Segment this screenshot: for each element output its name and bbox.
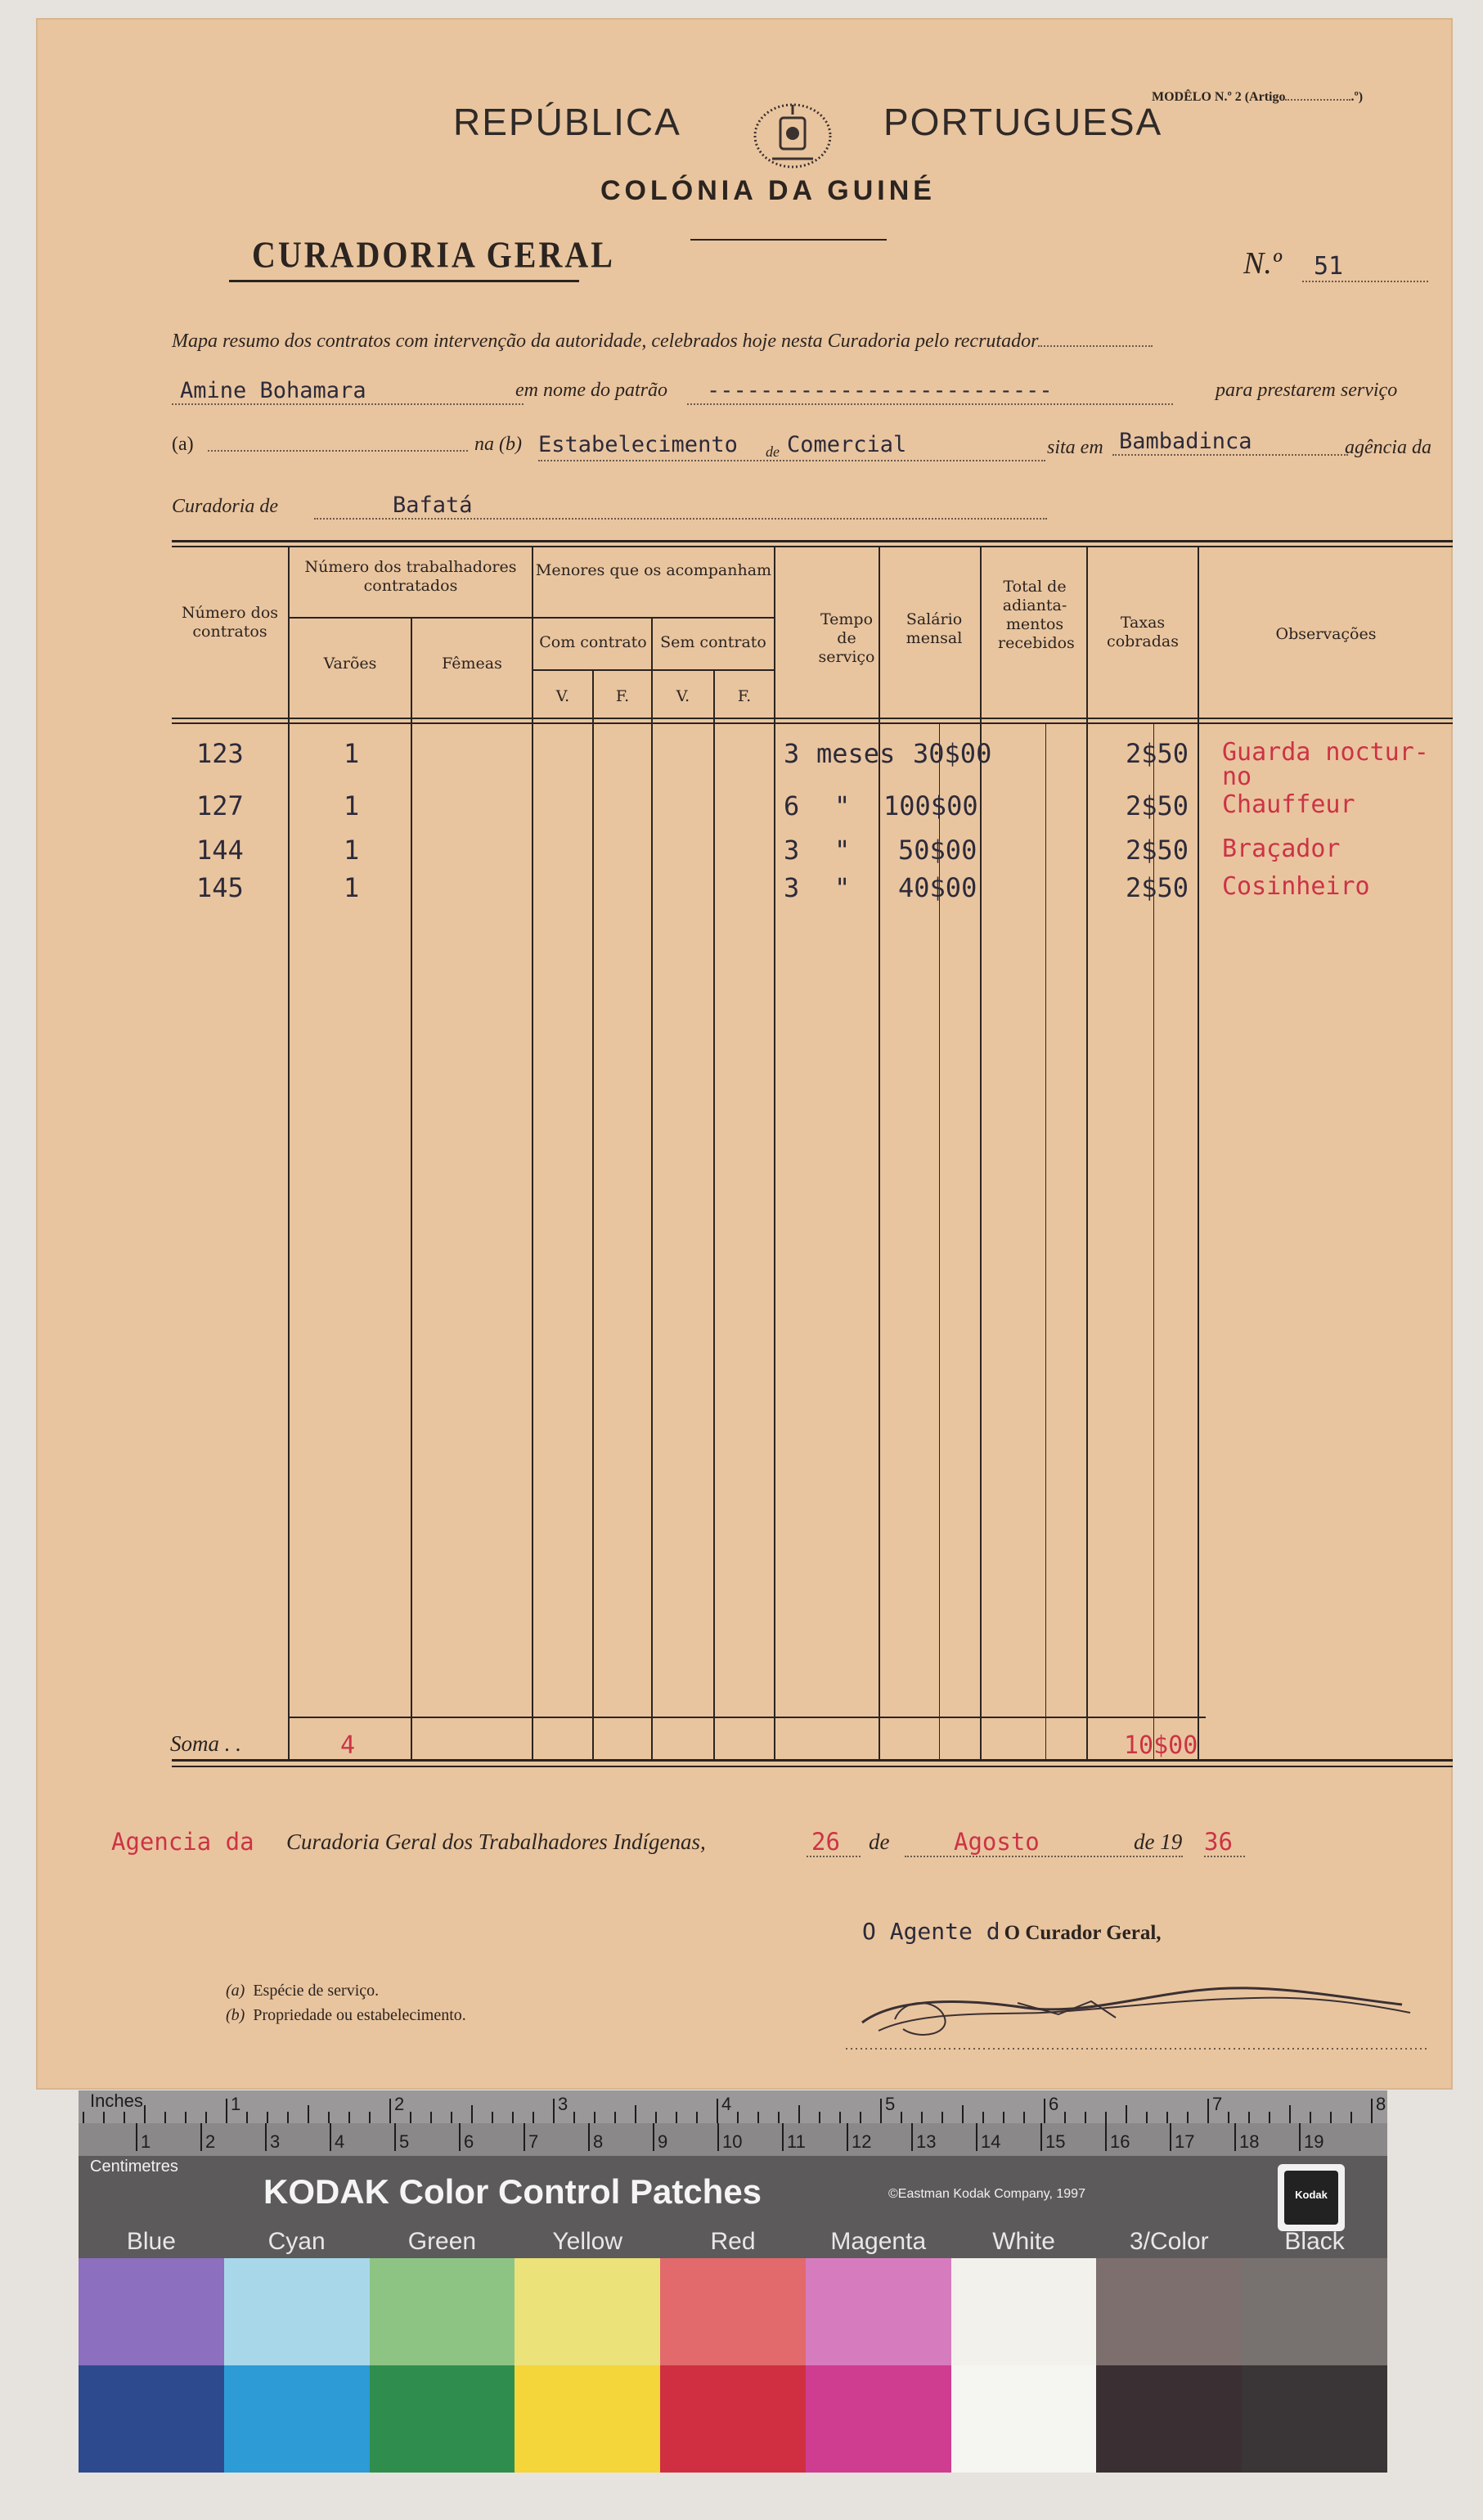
curadoria-local-value: Bafatá xyxy=(314,493,1047,520)
inch-minor-tick xyxy=(573,2112,575,2123)
row-3-tempo-qty: 3 xyxy=(784,835,800,866)
inch-minor-tick xyxy=(1146,2112,1148,2123)
color-patch-bottom xyxy=(515,2365,660,2473)
inch-minor-tick xyxy=(819,2112,820,2123)
inch-minor-tick xyxy=(308,2105,309,2123)
header-total: Total de adianta- mentos recebidos xyxy=(998,578,1075,652)
intro-line-3 xyxy=(172,429,1464,465)
row-1-obs-cont: no xyxy=(1222,763,1252,791)
cm-number: 1 xyxy=(141,2131,151,2152)
patrao-value: -------------------------- xyxy=(687,378,1173,405)
cm-number: 15 xyxy=(1045,2131,1066,2152)
inch-minor-tick xyxy=(860,2112,861,2123)
cm-tick xyxy=(459,2123,461,2151)
inch-minor-tick xyxy=(676,2112,677,2123)
card-title: KODAK Color Control Patches xyxy=(263,2172,762,2211)
row-4-taxas: 2$50 xyxy=(1126,872,1189,903)
cm-tick xyxy=(588,2123,590,2151)
color-patch-bottom xyxy=(79,2365,224,2473)
inch-minor-tick xyxy=(512,2112,514,2123)
header-numero-contratos: Número dos contratos xyxy=(181,604,279,641)
cm-tick xyxy=(330,2123,331,2151)
curadoria-de-label: Curadoria de xyxy=(172,496,279,517)
inch-minor-tick xyxy=(185,2112,186,2123)
inch-minor-tick xyxy=(778,2112,780,2123)
patch-label: White xyxy=(992,2228,1055,2255)
cm-number: 16 xyxy=(1110,2131,1130,2152)
inch-ruler xyxy=(79,2090,1387,2123)
inch-minor-tick xyxy=(737,2112,739,2123)
header-taxas: Taxas cobradas xyxy=(1107,614,1179,650)
inch-number: 4 xyxy=(721,2094,732,2114)
row-1-tempo-qty: 3 xyxy=(784,738,800,769)
row-1-taxas: 2$50 xyxy=(1126,738,1189,769)
inch-minor-tick xyxy=(1166,2112,1168,2123)
inch-minor-tick xyxy=(328,2112,330,2123)
row-4-varoes: 1 xyxy=(344,872,360,903)
cm-number: 14 xyxy=(981,2131,1001,2152)
curador-label: O Curador Geral, xyxy=(1004,1922,1162,1944)
inch-minor-tick xyxy=(1003,2112,1004,2123)
modelo-label: MODÊLO N.º 2 (Artigo .º) xyxy=(1152,90,1364,104)
cm-number: 9 xyxy=(658,2131,668,2152)
colonia-title: COLÓNIA DA GUINÉ xyxy=(600,175,936,206)
inch-minor-tick xyxy=(144,2105,146,2123)
inch-tick xyxy=(717,2099,718,2123)
cm-tick xyxy=(847,2123,848,2151)
footer-line xyxy=(111,1828,1420,1862)
em-nome-label: em nome do patrão xyxy=(515,380,667,401)
inch-minor-tick xyxy=(635,2105,636,2123)
header-menores: Menores que os acompanham xyxy=(535,561,772,579)
local-value: Bambadinca xyxy=(1112,429,1348,456)
para-prestarem-label: para prestarem serviço xyxy=(1216,380,1398,401)
cm-tick xyxy=(717,2123,719,2151)
row-2-obs: Chauffeur xyxy=(1222,790,1355,819)
inch-number: 7 xyxy=(1212,2094,1223,2114)
card-copyright: ©Eastman Kodak Company, 1997 xyxy=(888,2187,1085,2201)
date-month: Agosto xyxy=(905,1828,1183,1857)
color-patches xyxy=(79,2258,1387,2473)
signature-title xyxy=(862,1918,1162,1945)
color-patch-bottom xyxy=(1242,2365,1387,2473)
comercial-value: Comercial xyxy=(787,432,907,457)
inch-number: 8 xyxy=(1376,2094,1386,2114)
inch-number: 6 xyxy=(1049,2094,1059,2114)
row-3-tempo-unit: " xyxy=(834,835,851,866)
row-3-varoes: 1 xyxy=(344,835,360,866)
cm-number: 17 xyxy=(1175,2131,1195,2152)
cm-tick xyxy=(394,2123,396,2151)
color-patch-top xyxy=(370,2258,515,2365)
inch-minor-tick xyxy=(1064,2112,1066,2123)
republica-left: REPÚBLICA xyxy=(453,101,681,143)
row-1-salario: 30$00 xyxy=(913,738,992,769)
cm-number: 4 xyxy=(335,2131,345,2152)
agencia-da-label: agência da xyxy=(1345,437,1431,458)
color-patch-top xyxy=(806,2258,951,2365)
header-varoes: Varões xyxy=(323,655,377,673)
color-patch-bottom xyxy=(370,2365,515,2473)
header-observacoes: Observações xyxy=(1275,625,1377,643)
inch-minor-tick xyxy=(124,2112,125,2123)
row-4-numero: 145 xyxy=(196,872,244,903)
row-4-tempo-qty: 3 xyxy=(784,872,800,903)
patch-label: Cyan xyxy=(267,2228,326,2255)
cm-number: 5 xyxy=(399,2131,410,2152)
cm-number: 8 xyxy=(593,2131,604,2152)
numero-label: N.º xyxy=(1243,246,1282,281)
color-patch-bottom xyxy=(660,2365,806,2473)
document-sheet xyxy=(36,18,1453,2090)
row-3-salario: 50$00 xyxy=(898,835,977,866)
inch-minor-tick xyxy=(369,2112,371,2123)
patch-label: Black xyxy=(1284,2228,1345,2255)
cm-tick xyxy=(1105,2123,1107,2151)
cm-number: 19 xyxy=(1304,2131,1324,2152)
header-sem-contrato: Sem contrato xyxy=(660,633,766,651)
a-label: (a) xyxy=(172,434,194,455)
patch-label: Blue xyxy=(126,2228,176,2255)
inch-minor-tick xyxy=(798,2105,800,2123)
na-b-label: na (b) xyxy=(474,434,522,455)
inch-minor-tick xyxy=(451,2112,452,2123)
signature-scribble-icon xyxy=(846,1965,1435,2063)
intro-line-2 xyxy=(172,378,1464,411)
row-2-salario: 100$00 xyxy=(883,790,978,821)
inch-minor-tick xyxy=(941,2112,943,2123)
date-de-2: de 19 xyxy=(1134,1829,1183,1854)
row-2-numero: 127 xyxy=(196,790,244,821)
kodak-logo-icon: Kodak xyxy=(1278,2164,1345,2231)
inches-label: Inches xyxy=(90,2090,143,2111)
inch-minor-tick xyxy=(1310,2112,1311,2123)
cm-tick xyxy=(136,2123,137,2151)
inch-minor-tick xyxy=(492,2112,493,2123)
inch-minor-tick xyxy=(1350,2112,1352,2123)
inch-minor-tick xyxy=(982,2112,984,2123)
color-patch-top xyxy=(1096,2258,1242,2365)
inch-minor-tick xyxy=(267,2112,268,2123)
cm-number: 18 xyxy=(1239,2131,1260,2152)
inch-minor-tick xyxy=(164,2112,166,2123)
header-sem-v: V. xyxy=(676,687,690,705)
row-3-taxas: 2$50 xyxy=(1126,835,1189,866)
inch-minor-tick xyxy=(1105,2112,1107,2123)
inch-minor-tick xyxy=(1289,2105,1291,2123)
inch-minor-tick xyxy=(533,2112,534,2123)
inch-minor-tick xyxy=(410,2112,411,2123)
inch-minor-tick xyxy=(471,2105,473,2123)
row-3-obs: Braçador xyxy=(1222,835,1341,863)
cm-tick xyxy=(1040,2123,1042,2151)
header-salario: Salário mensal xyxy=(906,610,963,647)
inch-number: 2 xyxy=(394,2094,405,2114)
color-patch-top xyxy=(224,2258,370,2365)
recrutador-value: Amine Bohamara xyxy=(172,378,524,405)
note-b: (b) Propriedade ou estabelecimento. xyxy=(226,2006,466,2024)
inch-minor-tick xyxy=(83,2112,84,2123)
inch-minor-tick xyxy=(1330,2112,1332,2123)
inch-number: 1 xyxy=(231,2094,241,2114)
coat-of-arms-icon xyxy=(748,98,838,173)
cm-number: 3 xyxy=(270,2131,281,2152)
color-patch-top xyxy=(515,2258,660,2365)
inch-minor-tick xyxy=(1187,2112,1189,2123)
color-patch-bottom xyxy=(806,2365,951,2473)
patch-label: Red xyxy=(710,2228,756,2255)
sita-em-label: sita em xyxy=(1047,437,1103,458)
cm-number: 11 xyxy=(787,2131,806,2152)
inch-minor-tick xyxy=(1228,2112,1229,2123)
inch-minor-tick xyxy=(246,2112,248,2123)
soma-label: Soma . . xyxy=(170,1731,241,1756)
cm-tick xyxy=(911,2123,913,2151)
intro-line-1: Mapa resumo dos contratos com intervenção da autoridade, celebrados hoje nesta Curadoria pelo recrutador xyxy=(172,331,1153,353)
inch-tick xyxy=(1207,2099,1209,2123)
inch-minor-tick xyxy=(839,2112,841,2123)
inch-minor-tick xyxy=(430,2112,432,2123)
inch-tick xyxy=(1044,2099,1045,2123)
inch-minor-tick xyxy=(348,2112,350,2123)
cm-number: 7 xyxy=(528,2131,539,2152)
inch-minor-tick xyxy=(655,2112,657,2123)
inch-minor-tick xyxy=(103,2112,105,2123)
inch-tick xyxy=(226,2099,227,2123)
inch-tick xyxy=(553,2099,555,2123)
row-2-tempo-unit: " xyxy=(834,790,851,821)
patch-label: 3/Color xyxy=(1129,2228,1209,2255)
row-3-numero: 144 xyxy=(196,835,244,866)
inch-number: 5 xyxy=(885,2094,896,2114)
cm-tick xyxy=(976,2123,977,2151)
header-femeas: Fêmeas xyxy=(442,655,502,673)
row-1-tempo-unit: meses xyxy=(816,738,896,769)
estabelecimento-value: Estabelecimento xyxy=(538,432,738,457)
soma-varoes: 4 xyxy=(340,1731,356,1760)
agente-label: O Agente d xyxy=(862,1918,1000,1945)
date-year: 36 xyxy=(1204,1828,1245,1857)
inch-minor-tick xyxy=(594,2112,595,2123)
title-rule xyxy=(690,239,887,241)
cm-number: 6 xyxy=(464,2131,474,2152)
republica-right: PORTUGUESA xyxy=(883,101,1163,143)
centimetres-label: Centimetres xyxy=(90,2158,178,2176)
color-patch-top xyxy=(660,2258,806,2365)
inch-minor-tick xyxy=(757,2112,759,2123)
color-patch-top xyxy=(951,2258,1097,2365)
cm-tick xyxy=(653,2123,654,2151)
cm-number: 10 xyxy=(722,2131,743,2152)
date-day: 26 xyxy=(807,1828,861,1857)
inch-minor-tick xyxy=(696,2112,698,2123)
curadoria-text: Curadoria Geral dos Trabalhadores Indígenas, xyxy=(286,1829,706,1854)
row-2-varoes: 1 xyxy=(344,790,360,821)
patch-label: Magenta xyxy=(830,2228,927,2255)
cm-number: 2 xyxy=(205,2131,216,2152)
note-a: (a) Espécie de serviço. xyxy=(226,1982,380,2000)
color-patch-bottom xyxy=(1096,2365,1242,2473)
inch-minor-tick xyxy=(614,2112,616,2123)
soma-taxas: 10$00 xyxy=(1124,1731,1198,1760)
row-1-varoes: 1 xyxy=(344,738,360,769)
inch-minor-tick xyxy=(962,2105,964,2123)
curadoria-underline xyxy=(229,280,579,282)
kodak-color-card xyxy=(79,2090,1387,2258)
color-patch-bottom xyxy=(951,2365,1097,2473)
inch-number: 3 xyxy=(558,2094,568,2114)
row-4-obs: Cosinheiro xyxy=(1222,872,1370,901)
curadoria-title: CURADORIA GERAL xyxy=(252,233,615,276)
cm-tick xyxy=(1234,2123,1236,2151)
inch-minor-tick xyxy=(901,2112,902,2123)
row-2-tempo-qty: 6 xyxy=(784,790,800,821)
estabelecimento-dots xyxy=(538,460,1045,461)
cm-number: 12 xyxy=(852,2131,872,2152)
cm-tick xyxy=(1299,2123,1301,2151)
date-de-1: de xyxy=(869,1829,890,1854)
a-blank xyxy=(208,450,468,452)
row-1-obs: Guarda noctur- xyxy=(1222,738,1429,767)
inch-minor-tick xyxy=(1023,2112,1025,2123)
color-patch-bottom xyxy=(224,2365,370,2473)
agencia-label: Agencia da xyxy=(111,1828,254,1856)
row-2-taxas: 2$50 xyxy=(1126,790,1189,821)
row-4-tempo-unit: " xyxy=(834,872,851,903)
inch-minor-tick xyxy=(921,2112,923,2123)
cm-tick xyxy=(782,2123,784,2151)
intro-line-4 xyxy=(172,493,990,525)
numero-value: 51 xyxy=(1302,252,1428,282)
cm-tick xyxy=(1170,2123,1171,2151)
inch-minor-tick xyxy=(287,2112,289,2123)
inch-minor-tick xyxy=(1269,2112,1270,2123)
inch-tick xyxy=(1371,2099,1373,2123)
cm-tick xyxy=(524,2123,525,2151)
header-sem-f: F. xyxy=(737,687,752,705)
de-label: de xyxy=(766,443,780,460)
row-4-salario: 40$00 xyxy=(898,872,977,903)
header-trabalhadores: Número dos trabalhadores contratados xyxy=(304,558,517,595)
color-patch-top xyxy=(1242,2258,1387,2365)
row-1-numero: 123 xyxy=(196,738,244,769)
inch-tick xyxy=(880,2099,882,2123)
inch-tick xyxy=(389,2099,391,2123)
inch-minor-tick xyxy=(1126,2105,1127,2123)
cm-number: 13 xyxy=(916,2131,937,2152)
header-com-f: F. xyxy=(615,687,630,705)
inch-minor-tick xyxy=(1085,2112,1086,2123)
cm-tick xyxy=(200,2123,202,2151)
patch-label: Green xyxy=(407,2228,477,2255)
inch-minor-tick xyxy=(1248,2112,1250,2123)
header-com-contrato: Com contrato xyxy=(539,633,647,651)
header-com-v: V. xyxy=(555,687,570,705)
header-tempo: Tempo de serviço xyxy=(818,610,875,666)
color-patch-top xyxy=(79,2258,224,2365)
patch-label: Yellow xyxy=(552,2228,623,2255)
inch-minor-tick xyxy=(205,2112,207,2123)
cm-tick xyxy=(265,2123,267,2151)
